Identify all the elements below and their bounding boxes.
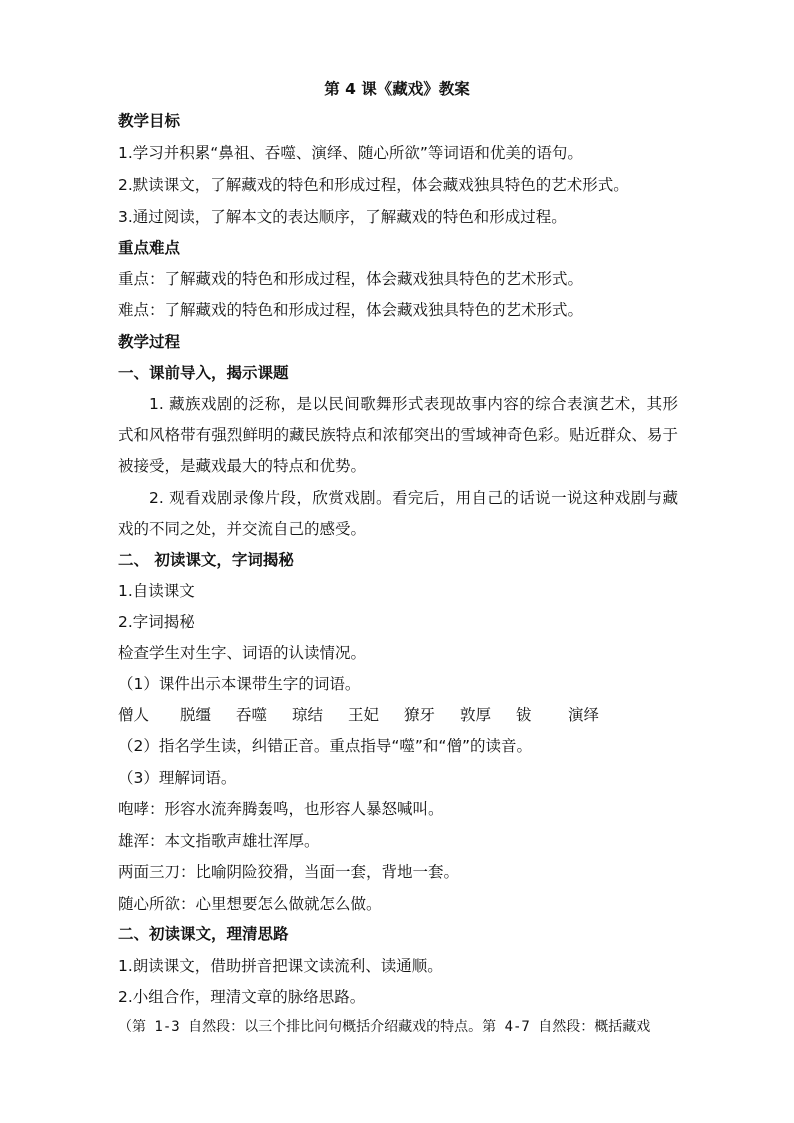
check-text: 检查学生对生字、词语的认读情况。 xyxy=(118,644,367,662)
section2-heading: 二、 初读课文，字词揭秘 xyxy=(118,551,294,569)
process-heading: 教学过程 xyxy=(118,333,181,351)
definition-2: 雄浑：本文指歌声雄壮浑厚。 xyxy=(118,832,320,850)
vocab-word: 僧人 xyxy=(118,706,150,724)
difficulty-text: 难点：了解藏戏的特色和形成过程，体会藏戏独具特色的艺术形式。 xyxy=(118,301,584,319)
section3-heading: 二、初读课文，理清思路 xyxy=(118,925,289,943)
sub-item-2: （2）指名学生读，纠错正音。重点指导“噬”和“僧”的读音。 xyxy=(118,737,532,755)
objective-item-3: 3.通过阅读，了解本文的表达顺序，了解藏戏的特色和形成过程。 xyxy=(118,208,567,226)
objective-item-1: 1.学习并积累“鼻祖、吞噬、演绎、随心所欲”等词语和优美的语句。 xyxy=(118,144,583,162)
section3-item-2: 2.小组合作，理清文章的脉络思路。 xyxy=(118,988,366,1006)
objective-item-2: 2.默读课文，了解藏戏的特色和形成过程，体会藏戏独具特色的艺术形式。 xyxy=(118,176,629,194)
vocab-word: 王妃 xyxy=(348,706,380,724)
vocab-word: 吞噬 xyxy=(236,706,268,724)
section2-item-2: 2.字词揭秘 xyxy=(118,613,195,631)
sub-item-1: （1）课件出示本课带生字的词语。 xyxy=(118,675,361,693)
vocab-word: 琼结 xyxy=(292,706,324,724)
key-points-heading: 重点难点 xyxy=(118,239,181,257)
section1-paragraph-2: 2. 观看戏剧录像片段，欣赏戏剧。看完后，用自己的话说一说这种戏剧与藏戏的不同之处，并交流自己的感受。 xyxy=(118,489,678,538)
vocab-list xyxy=(118,704,599,726)
sub-item-3: （3）理解词语。 xyxy=(118,769,237,787)
key-point-text: 重点：了解藏戏的特色和形成过程，体会藏戏独具特色的艺术形式。 xyxy=(118,270,584,288)
section1-paragraph-1: 1. 藏族戏剧的泛称，是以民间歌舞形式表现故事内容的综合表演艺术，其形式和风格带有强烈鲜明的藏民族特点和浓郁突出的雪域神奇色彩。贴近群众、易于被接受，是藏戏最大的特点和优势。 xyxy=(118,395,678,475)
section2-item-1: 1.自读课文 xyxy=(118,582,195,600)
section1-heading: 一、课前导入，揭示课题 xyxy=(118,364,289,382)
definition-4: 随心所欲：心里想要怎么做就怎么做。 xyxy=(118,895,382,913)
section3-item-1: 1.朗读课文，借助拼音把课文读流利、读通顺。 xyxy=(118,957,443,975)
vocab-word: 钹 xyxy=(516,706,532,724)
definition-3: 两面三刀：比喻阴险狡猾，当面一套，背地一套。 xyxy=(118,863,460,881)
vocab-word: 獠牙 xyxy=(404,706,436,724)
vocab-word: 演绎 xyxy=(568,706,600,724)
page-title: 第 4 课《藏戏》教案 xyxy=(324,80,470,98)
vocab-word: 脱缰 xyxy=(180,706,212,724)
section3-note: （第 1-3 自然段：以三个排比问句概括介绍藏戏的特点。第 4-7 自然段：概括藏戏 xyxy=(118,1019,651,1035)
objectives-heading: 教学目标 xyxy=(118,112,181,130)
definition-1: 咆哮：形容水流奔腾轰鸣，也形容人暴怒喊叫。 xyxy=(118,800,444,818)
vocab-word: 敦厚 xyxy=(460,706,492,724)
